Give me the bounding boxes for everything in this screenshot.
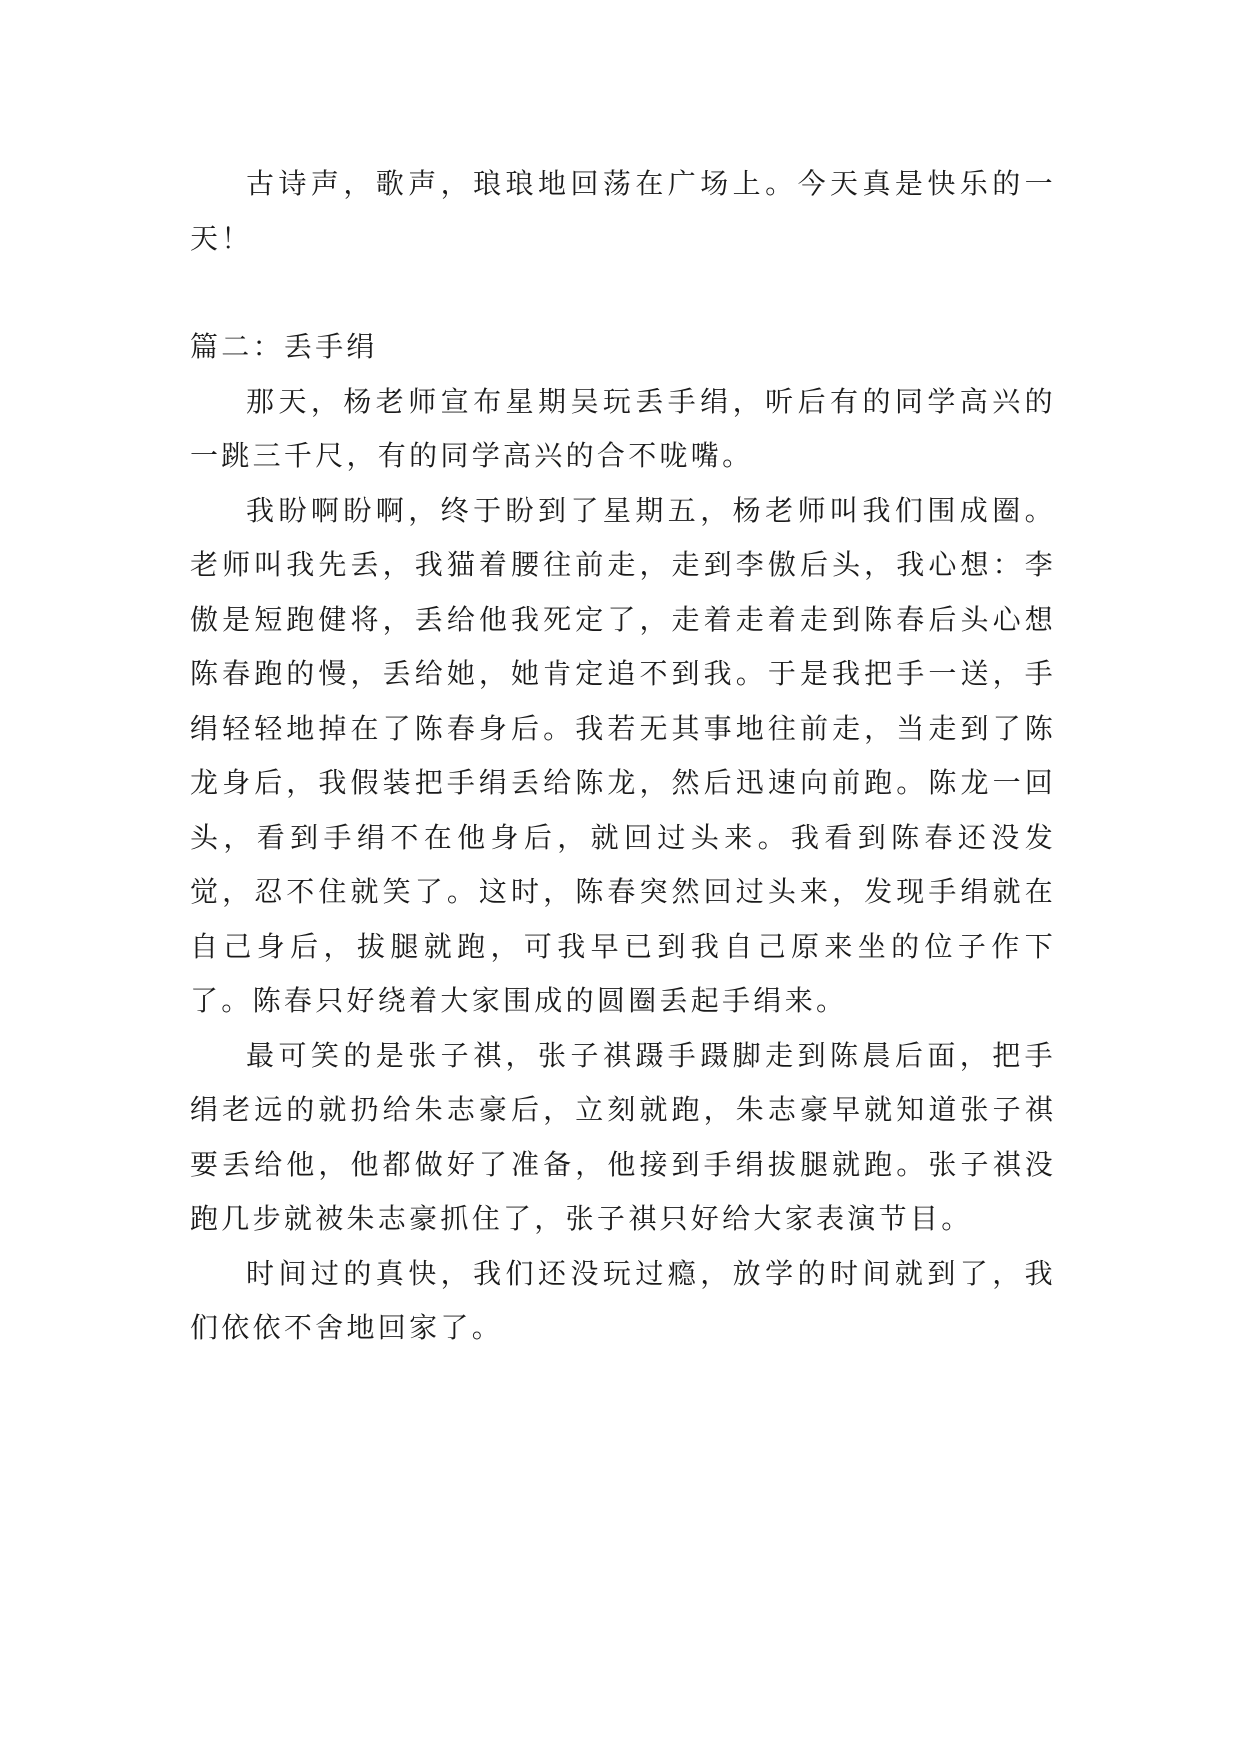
intro-paragraph: 古诗声，歌声，琅琅地回荡在广场上。今天真是快乐的一天！ — [190, 167, 1056, 255]
section-spacer — [190, 266, 1056, 320]
body-paragraph-1: 那天，杨老师宣布星期吴玩丢手绢，听后有的同学高兴的一跳三千尺，有的同学高兴的合不咙嘴。 — [190, 384, 1056, 472]
body-paragraph-3: 最可笑的是张子祺，张子祺蹑手蹑脚走到陈晨后面，把手绢老远的就扔给朱志豪后，立刻就跑，朱志豪早就知道张子祺要丢给他，他都做好了准备，他接到手绢拔腿就跑。张子祺没跑几步就被朱志豪抓住了，张子祺只好给大家表演节目。 — [190, 1038, 1056, 1235]
body-paragraph-4: 时间过的真快，我们还没玩过瘾，放学的时间就到了，我们依依不舍地回家了。 — [190, 1256, 1056, 1344]
body-paragraph-2: 我盼啊盼啊，终于盼到了星期五，杨老师叫我们围成圈。老师叫我先丢，我猫着腰往前走，走到李傲后头，我心想：李傲是短跑健将，丢给他我死定了，走着走着走到陈春后头心想陈春跑的慢，丢给她，她肯定追不到我。于是我把手一送，手绢轻轻地掉在了陈春身后。我若无其事地往前走，当走到了陈龙身后，我假装把手绢丢给陈龙，然后迅速向前跑。陈龙一回头，看到手绢不在他身后，就回过头来。我看到陈春还没发觉，忍不住就笑了。这时，陈春突然回过头来，发现手绢就在自己身后，拔腿就跑，可我早已到我自己原来坐的位子作下了。陈春只好绕着大家围成的圆圈丢起手绢来。 — [190, 493, 1056, 1017]
document-body — [190, 157, 1056, 1356]
section-heading: 篇二：丢手绢 — [190, 330, 378, 363]
